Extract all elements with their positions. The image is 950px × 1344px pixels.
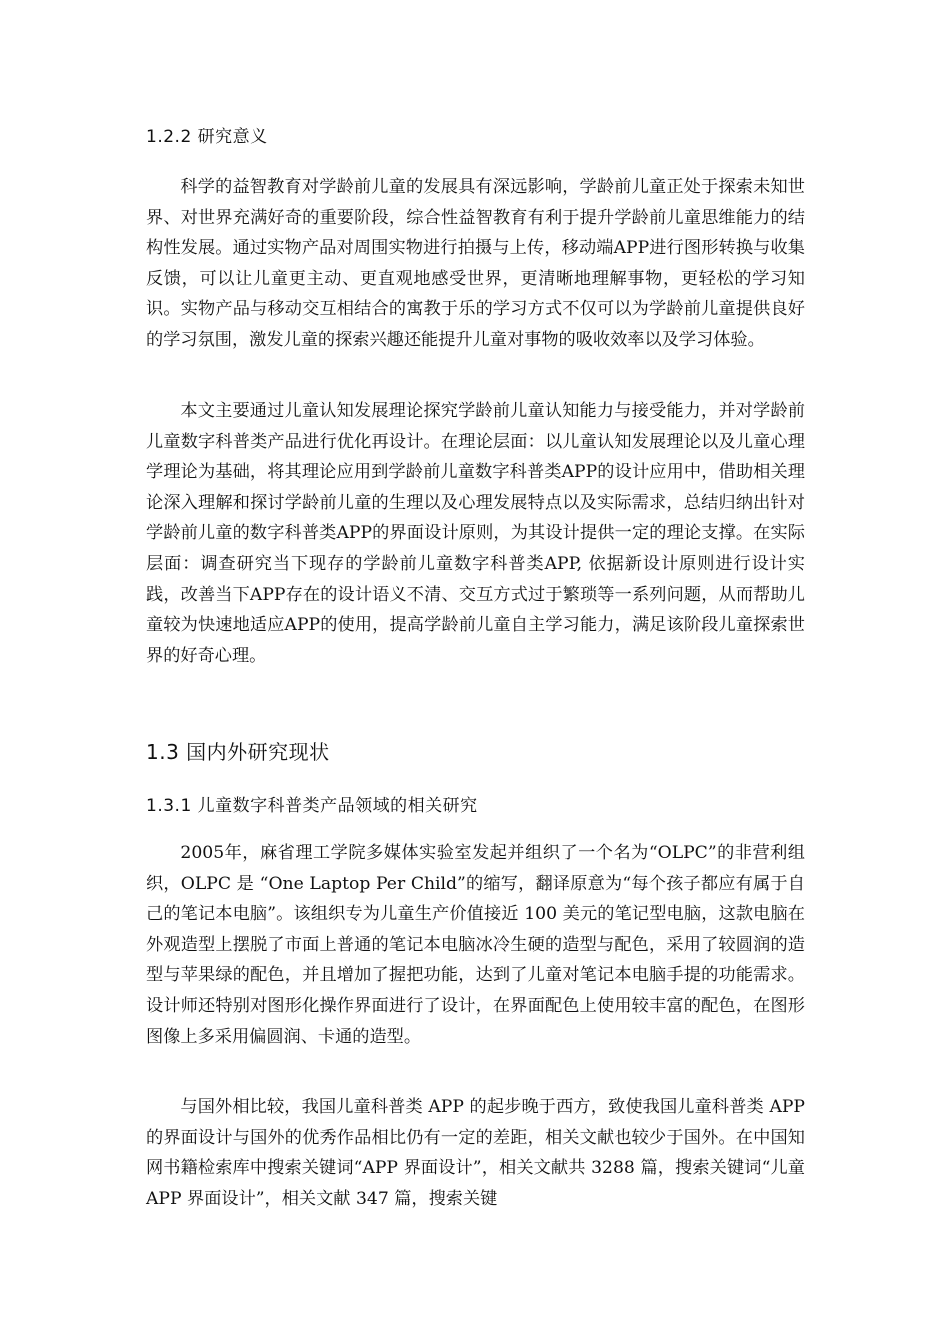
section-heading-1-3-1: 1.3.1 儿童数字科普类产品领域的相关研究 xyxy=(146,796,478,816)
section-heading-1-2-2: 1.2.2 研究意义 xyxy=(146,127,268,147)
paragraph-domestic: 与国外相比较，我国儿童科普类 APP 的起步晚于西方，致使我国儿童科普类 APP 的界面设计与国外的优秀作品相比仍有一定的差距，相关文献也较少于国外。在中国知网书籍检索库中搜索关键词“APP 界面设计”，相关文献共 3288 篇，搜索关键词“儿童APP 界面设计”，相关文献 347 篇，搜索关键 xyxy=(146,1097,805,1209)
paragraph-significance-2: 本文主要通过儿童认知发展理论探究学龄前儿童认知能力与接受能力，并对学龄前儿童数字科普类产品进行优化再设计。在理论层面：以儿童认知发展理论以及儿童心理学理论为基础，将其理论应用到学龄前儿童数字科普类APP的设计应用中，借助相关理论深入理解和探讨学龄前儿童的生理以及心理发展特点以及实际需求，总结归纳出针对学龄前儿童的数字科普类APP的界面设计原则，为其设计提供一定的理论支撑。在实际层面：调查研究当下现存的学龄前儿童数字科普类APP, 依据新设计原则进行设计实践，改善当下APP存在的设计语义不清、交互方式过于繁琐等一系列问题，从而帮助儿童较为快速地适应APP的使用，提高学龄前儿童自主学习能力，满足该阶段儿童探索世界的好奇心理。 xyxy=(146,401,805,666)
paragraph-olpc: 2005年，麻省理工学院多媒体实验室发起并组织了一个名为“OLPC”的非营利组织，OLPC 是 “One Laptop Per Child”的缩写，翻译原意为“每个孩子都应有属于自己的笔记本电脑”。该组织专为儿童生产价值接近 100 美元的笔记型电脑，这款电脑在外观造型上摆脱了市面上普通的笔记本电脑冰冷生硬的造型与配色，采用了较圆润的造型与苹果绿的配色，并且增加了握把功能，达到了儿童对笔记本电脑手提的功能需求。设计师还特别对图形化操作界面进行了设计，在界面配色上使用较丰富的配色，在图形图像上多采用偏圆润、卡通的造型。 xyxy=(146,843,805,1047)
section-heading-1-3: 1.3 国内外研究现状 xyxy=(146,740,330,764)
paragraph-significance-1: 科学的益智教育对学龄前儿童的发展具有深远影响，学龄前儿童正处于探索未知世界、对世界充满好奇的重要阶段，综合性益智教育有利于提升学龄前儿童思维能力的结构性发展。通过实物产品对周围实物进行拍摄与上传，移动端APP进行图形转换与收集反馈，可以让儿童更主动、更直观地感受世界，更清晰地理解事物，更轻松的学习知识。实物产品与移动交互相结合的寓教于乐的学习方式不仅可以为学龄前儿童提供良好的学习氛围，激发儿童的探索兴趣还能提升儿童对事物的吸收效率以及学习体验。 xyxy=(146,177,805,350)
